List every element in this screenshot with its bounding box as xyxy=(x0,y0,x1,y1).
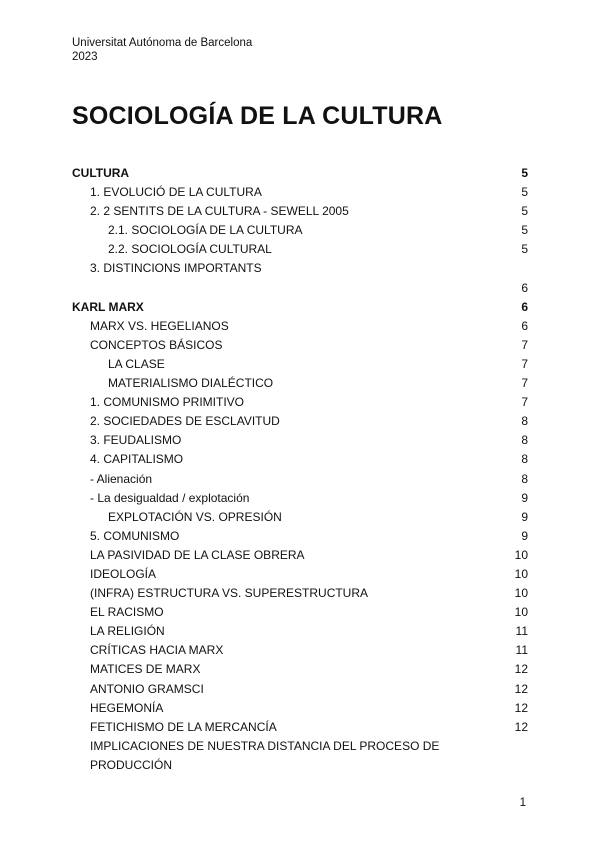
toc-entry-label: - La desigualdad / explotación xyxy=(90,490,250,505)
toc-entry-label: 2.2. SOCIOLOGÍA CULTURAL xyxy=(108,242,272,257)
toc-entry-label: 4. CAPITALISMO xyxy=(90,452,184,467)
toc-entry-label: 3. FEUDALISMO xyxy=(90,433,182,448)
toc-entry[interactable] xyxy=(72,393,528,412)
toc-entry[interactable] xyxy=(72,259,528,278)
toc-entry-page: 8 xyxy=(521,414,528,429)
toc-entry[interactable] xyxy=(72,164,528,183)
toc-entry-page: 10 xyxy=(514,605,528,620)
toc-entry-label: 1. EVOLUCIÓ DE LA CULTURA xyxy=(90,185,262,200)
toc-entry-page: 5 xyxy=(521,242,528,257)
toc-entry-label: LA PASIVIDAD DE LA CLASE OBRERA xyxy=(90,547,305,562)
toc-entry-page: 5 xyxy=(521,204,528,219)
toc-entry-page: 7 xyxy=(521,376,528,391)
toc-entry[interactable] xyxy=(72,412,528,431)
toc-entry-page: 12 xyxy=(514,719,528,734)
toc-entry-label: LA RELIGIÓN xyxy=(90,624,165,639)
toc-entry-page: 6 xyxy=(521,280,528,295)
toc-entry-page: 8 xyxy=(521,452,528,467)
toc-entry-label: EXPLOTACIÓN VS. OPRESIÓN xyxy=(108,509,282,524)
toc-entry[interactable] xyxy=(72,355,528,374)
toc-entry-page: 5 xyxy=(521,223,528,238)
toc-entry[interactable] xyxy=(72,622,528,641)
toc-entry-page: 8 xyxy=(521,471,528,486)
toc-entry-label: 2. 2 SENTITS DE LA CULTURA - SEWELL 2005 xyxy=(90,204,349,219)
toc-entry[interactable] xyxy=(72,603,528,622)
toc-entry-page: 11 xyxy=(515,624,528,639)
toc-entry-page: 12 xyxy=(514,662,528,677)
toc-entry[interactable] xyxy=(72,298,528,317)
toc-entry[interactable] xyxy=(72,450,528,469)
toc-entry-label: - Alienación xyxy=(90,471,153,486)
toc-entry-page: 10 xyxy=(514,586,528,601)
toc-entry[interactable] xyxy=(72,527,528,546)
toc-entry[interactable] xyxy=(72,183,528,202)
toc-entry-label: 5. COMUNISMO xyxy=(90,528,180,543)
toc-entry[interactable] xyxy=(72,240,528,259)
toc-entry-label: MARX VS. HEGELIANOS xyxy=(90,318,229,333)
toc-entry-page: 12 xyxy=(514,700,528,715)
toc-entry-page: 5 xyxy=(521,166,528,180)
toc-entry-label: FETICHISMO DE LA MERCANCÍA xyxy=(90,719,277,734)
document-header xyxy=(72,36,252,64)
toc-entry[interactable] xyxy=(72,565,528,584)
toc-entry[interactable] xyxy=(72,470,528,489)
toc-entry-page: 10 xyxy=(514,566,528,581)
toc-entry-page: 7 xyxy=(521,356,528,371)
toc-entry-label: 1. COMUNISMO PRIMITIVO xyxy=(90,395,245,410)
toc-entry-page: 6 xyxy=(521,318,528,333)
toc-entry-label: ANTONIO GRAMSCI xyxy=(90,681,204,696)
toc-entry[interactable] xyxy=(72,374,528,393)
toc-entry[interactable] xyxy=(72,641,528,660)
toc-entry[interactable] xyxy=(72,279,528,298)
toc-entry-page: 12 xyxy=(514,681,528,696)
toc-entry-label: IDEOLOGÍA xyxy=(90,566,157,581)
toc-entry-label: LA CLASE xyxy=(108,356,165,371)
toc-entry-page: 5 xyxy=(521,185,528,200)
toc-entry-page: 11 xyxy=(515,643,528,658)
toc-entry-label: 2.1. SOCIOLOGÍA DE LA CULTURA xyxy=(108,223,303,238)
toc-entry-label: EL RACISMO xyxy=(90,605,164,620)
toc-entry-label: IMPLICACIONES DE NUESTRA DISTANCIA DEL PROCESO DE PRODUCCIÓN xyxy=(90,738,440,772)
toc-entry-label: CULTURA xyxy=(72,166,130,180)
toc-entry[interactable] xyxy=(72,489,528,508)
toc-entry[interactable] xyxy=(72,336,528,355)
toc-entry-label: CRÍTICAS HACIA MARX xyxy=(90,643,224,658)
institution-name: Universitat Autónoma de Barcelona xyxy=(72,37,253,49)
toc-entry[interactable] xyxy=(72,584,528,603)
page-number: 1 xyxy=(519,797,526,809)
toc-entry[interactable] xyxy=(72,546,528,565)
document-title: SOCIOLOGÍA DE LA CULTURA xyxy=(72,102,443,130)
toc-entry[interactable] xyxy=(72,317,528,336)
toc-entry-page: 6 xyxy=(521,299,528,314)
toc-entry[interactable] xyxy=(72,202,528,221)
toc-entry-label: KARL MARX xyxy=(72,299,144,314)
toc-entry-label: 2. SOCIEDADES DE ESCLAVITUD xyxy=(90,414,280,429)
toc-entry-page: 9 xyxy=(521,528,528,543)
document-year: 2023 xyxy=(72,51,98,63)
table-of-contents xyxy=(72,164,528,775)
toc-entry[interactable] xyxy=(72,718,528,737)
toc-entry[interactable] xyxy=(72,221,528,240)
toc-entry[interactable] xyxy=(72,680,528,699)
toc-entry-page: 7 xyxy=(521,395,528,410)
toc-entry-label: (INFRA) ESTRUCTURA VS. SUPERESTRUCTURA xyxy=(90,586,369,601)
toc-entry-label: 3. DISTINCIONS IMPORTANTS xyxy=(90,261,262,276)
toc-entry[interactable] xyxy=(72,508,528,527)
toc-entry-label: HEGEMONÍA xyxy=(90,700,164,715)
toc-entry-page: 10 xyxy=(514,547,528,562)
toc-entry-page: 8 xyxy=(521,433,528,448)
toc-entry[interactable] xyxy=(72,660,528,679)
toc-entry-label: MATERIALISMO DIALÉCTICO xyxy=(108,376,274,391)
toc-entry-page: 9 xyxy=(521,490,528,505)
toc-entry[interactable] xyxy=(72,737,528,775)
toc-entry-label: CONCEPTOS BÁSICOS xyxy=(90,337,223,352)
toc-entry-page: 9 xyxy=(521,509,528,524)
toc-entry[interactable] xyxy=(72,431,528,450)
toc-entry-label: MATICES DE MARX xyxy=(90,662,201,677)
toc-entry-page: 7 xyxy=(521,337,528,352)
toc-entry[interactable] xyxy=(72,699,528,718)
